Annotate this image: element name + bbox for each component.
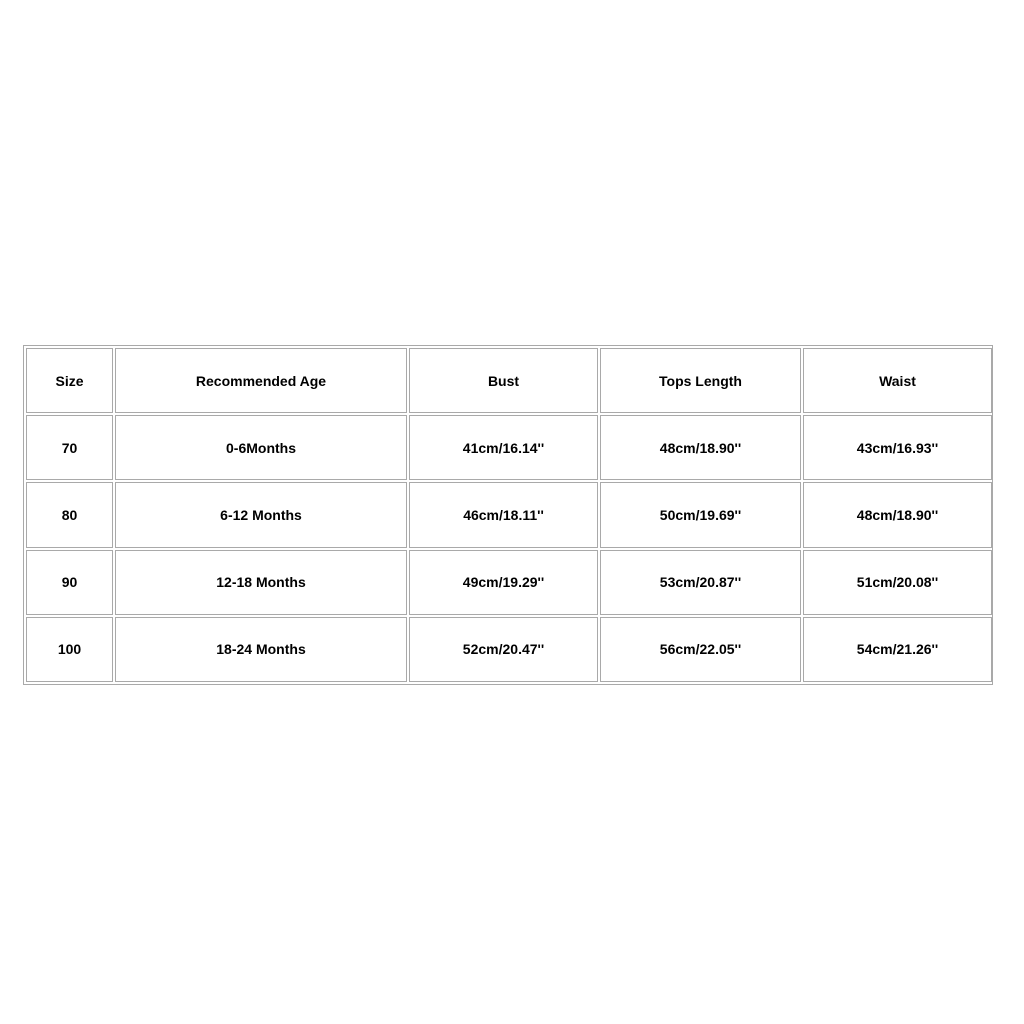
cell-waist: 54cm/21.26'' [803,617,992,682]
cell-bust: 41cm/16.14'' [409,415,598,480]
cell-waist: 43cm/16.93'' [803,415,992,480]
cell-recommended-age: 18-24 Months [115,617,407,682]
table-row [26,482,992,547]
table-row [26,617,992,682]
header-waist: Waist [803,348,992,413]
cell-tops-length: 53cm/20.87'' [600,550,801,615]
size-chart-table [24,346,994,684]
cell-recommended-age: 12-18 Months [115,550,407,615]
header-size: Size [26,348,113,413]
cell-tops-length: 56cm/22.05'' [600,617,801,682]
cell-recommended-age: 0-6Months [115,415,407,480]
cell-size: 100 [26,617,113,682]
table-row [26,550,992,615]
cell-tops-length: 48cm/18.90'' [600,415,801,480]
table-header-row [26,348,992,413]
cell-size: 90 [26,550,113,615]
cell-size: 70 [26,415,113,480]
header-tops-length: Tops Length [600,348,801,413]
cell-size: 80 [26,482,113,547]
cell-tops-length: 50cm/19.69'' [600,482,801,547]
cell-bust: 49cm/19.29'' [409,550,598,615]
header-recommended-age: Recommended Age [115,348,407,413]
cell-waist: 51cm/20.08'' [803,550,992,615]
cell-waist: 48cm/18.90'' [803,482,992,547]
header-bust: Bust [409,348,598,413]
cell-bust: 46cm/18.11'' [409,482,598,547]
size-chart [23,345,993,685]
cell-recommended-age: 6-12 Months [115,482,407,547]
table-row [26,415,992,480]
cell-bust: 52cm/20.47'' [409,617,598,682]
